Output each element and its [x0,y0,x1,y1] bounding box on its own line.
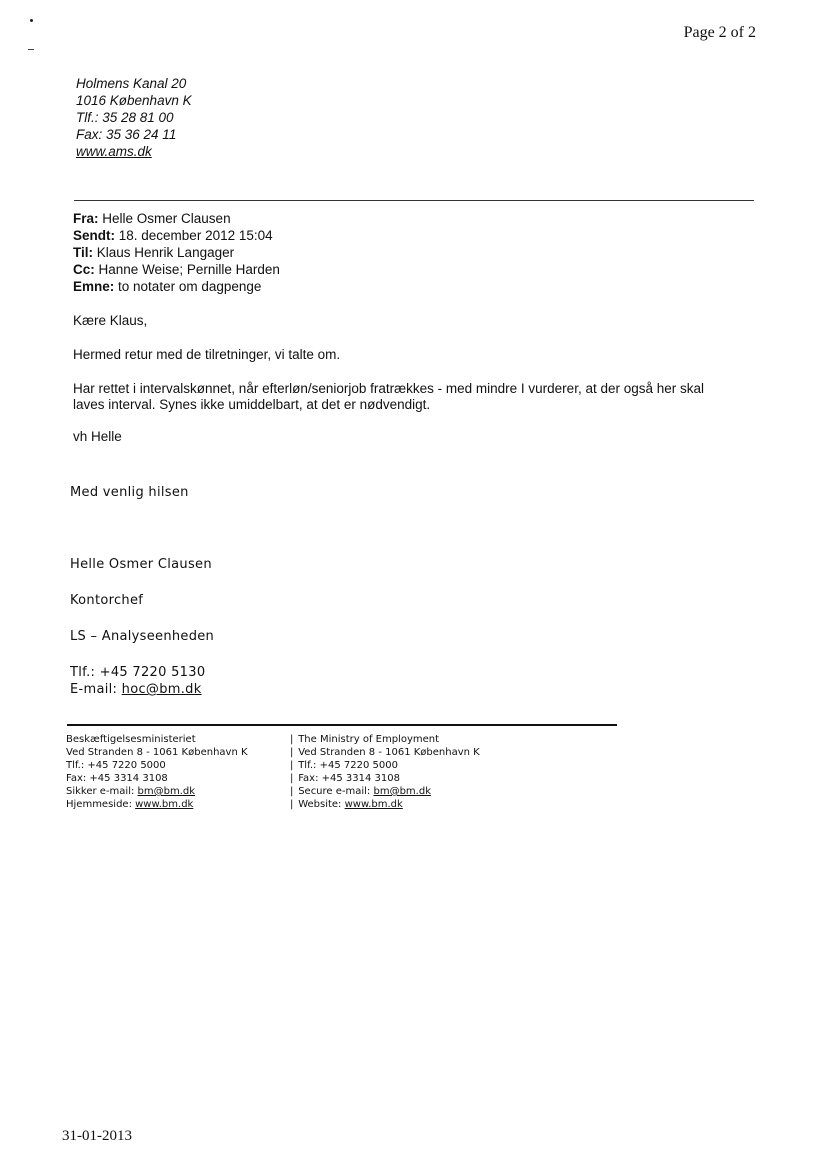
footer-danish [66,733,248,811]
sender-street: Holmens Kanal 20 [76,76,187,91]
separator-bar: | [290,760,294,771]
signature-name: Helle Osmer Clausen [70,557,212,572]
signature-phone: Tlf.: +45 7220 5130 [70,665,206,680]
to-label: Til: [73,245,93,260]
separator-bar: | [290,734,294,745]
footer-org-en: The Ministry of Employment [298,734,440,745]
footer-web-row-en [290,798,480,811]
footer-phone-en-row [290,759,480,772]
footer-web-row-da [66,798,248,811]
body-paragraph-2-line-2: laves interval. Synes ikke umiddelbart, at det er nødvendigt. [73,397,431,412]
footer-fax-en-row [290,772,480,785]
footer-address-en: Ved Stranden 8 - 1061 København K [298,747,480,758]
footer-web-link-en[interactable]: www.bm.dk [344,799,403,810]
footer-web-label-da: Hjemmeside: [66,799,136,810]
footer-web-link-da[interactable]: www.bm.dk [135,799,194,810]
sent-value: 18. december 2012 15:04 [118,228,273,243]
signoff: vh Helle [73,429,122,444]
footer-english [290,733,480,811]
footer-secure-label-en: Secure e-mail: [298,786,374,797]
subject-value: to notater om dagpenge [118,279,262,294]
sender-phone: Tlf.: 35 28 81 00 [76,110,174,125]
footer-phone-da: Tlf.: +45 7220 5000 [66,760,166,771]
subject-label: Emne: [73,279,115,294]
signature-closing: Med venlig hilsen [70,485,189,500]
sender-website-link[interactable]: www.ams.dk [76,144,152,159]
body-paragraph-2-line-1: Har rettet i intervalskønnet, når efterløn/seniorjob fratrækkes - med mindre I vurderer, at der også her skal [73,381,705,396]
cc-value: Hanne Weise; Pernille Harden [98,262,280,277]
footer-secure-label-da: Sikker e-mail: [66,786,138,797]
from-label: Fra: [73,211,99,226]
from-value: Helle Osmer Clausen [102,211,231,226]
footer-address-en-row [290,746,480,759]
scan-mark [28,49,34,50]
separator-bar: | [290,747,294,758]
body-paragraph-1: Hermed retur med de tilretninger, vi talte om. [73,347,341,362]
footer-phone-en: Tlf.: +45 7220 5000 [298,760,398,771]
sender-address-block [76,75,192,160]
sent-row [73,227,280,244]
sender-fax: Fax: 35 36 24 11 [76,127,177,142]
signature-email-label: E-mail: [70,682,122,697]
header-divider [74,200,754,201]
signature-email-link[interactable]: hoc@bm.dk [121,682,202,697]
footer-secure-email-row-da [66,785,248,798]
to-row [73,244,280,261]
footer-fax-en: Fax: +45 3314 3108 [298,773,400,784]
signature-email-row [70,681,202,698]
footer-divider [67,724,617,726]
separator-bar: | [290,773,294,784]
page-number: Page 2 of 2 [683,24,756,41]
scan-mark [30,19,33,22]
cc-row [73,261,280,278]
separator-bar: | [290,786,294,797]
email-headers [73,210,280,295]
signature-title: Kontorchef [70,593,144,608]
footer-web-label-en: Website: [298,799,345,810]
footer-org-en-row [290,733,480,746]
sender-city: 1016 København K [76,93,192,108]
footer-secure-email-link-en[interactable]: bm@bm.dk [373,786,431,797]
from-row [73,210,280,227]
footer-secure-email-link-da[interactable]: bm@bm.dk [137,786,196,797]
cc-label: Cc: [73,262,95,277]
footer-secure-email-row-en [290,785,480,798]
footer-fax-da: Fax: +45 3314 3108 [66,773,168,784]
separator-bar: | [290,799,294,810]
date-stamp: 31-01-2013 [62,1128,132,1144]
footer-org-da: Beskæftigelsesministeriet [66,734,196,745]
greeting: Kære Klaus, [73,313,148,328]
footer-address-da: Ved Stranden 8 - 1061 København K [66,747,248,758]
signature-unit: LS – Analyseenheden [70,629,215,644]
sent-label: Sendt: [73,228,115,243]
subject-row [73,278,280,295]
to-value: Klaus Henrik Langager [96,245,235,260]
